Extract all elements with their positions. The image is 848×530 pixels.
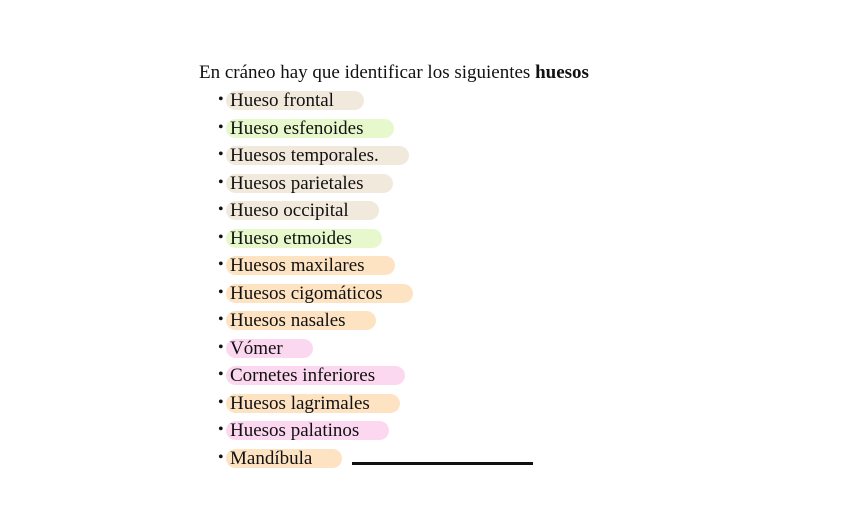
list-item bbox=[218, 114, 413, 142]
bullet-icon: • bbox=[218, 338, 224, 356]
bone-list bbox=[218, 86, 413, 471]
list-item bbox=[218, 169, 413, 197]
bone-label: Cornetes inferiores bbox=[226, 366, 405, 385]
list-item bbox=[218, 334, 413, 362]
list-item bbox=[218, 86, 413, 114]
bone-label: Mandíbula bbox=[226, 449, 342, 468]
bone-label: Hueso frontal bbox=[226, 91, 364, 110]
heading-bold-word: huesos bbox=[535, 62, 589, 83]
list-item bbox=[218, 279, 413, 307]
list-item bbox=[218, 251, 413, 279]
bone-label: Huesos temporales. bbox=[226, 146, 409, 165]
bone-label: Huesos lagrimales bbox=[226, 394, 400, 413]
bullet-icon: • bbox=[218, 283, 224, 301]
list-item bbox=[218, 444, 413, 472]
bullet-icon: • bbox=[218, 311, 224, 328]
bullet-icon: • bbox=[218, 393, 224, 411]
bone-label: Vómer bbox=[226, 339, 313, 358]
bone-label: Huesos cigomáticos bbox=[226, 284, 413, 303]
bone-label: Huesos nasales bbox=[226, 311, 376, 330]
list-item bbox=[218, 141, 413, 169]
heading-text: En cráneo hay que identificar los siguientes bbox=[199, 62, 536, 83]
list-item bbox=[218, 389, 413, 417]
bone-label: Huesos palatinos bbox=[226, 421, 389, 440]
bullet-icon: • bbox=[218, 173, 224, 191]
bullet-icon: • bbox=[218, 146, 224, 163]
slide-heading bbox=[199, 62, 589, 84]
bullet-icon: • bbox=[218, 91, 224, 108]
bone-label: Huesos maxilares bbox=[226, 256, 395, 275]
bullet-icon: • bbox=[218, 366, 224, 383]
bullet-icon: • bbox=[218, 118, 224, 136]
list-item bbox=[218, 196, 413, 224]
list-item bbox=[218, 361, 413, 389]
bone-label: Hueso etmoides bbox=[226, 229, 382, 248]
bullet-icon: • bbox=[218, 201, 224, 218]
list-item bbox=[218, 306, 413, 334]
bullet-icon: • bbox=[218, 421, 224, 438]
bone-label: Huesos parietales bbox=[226, 174, 393, 193]
list-item bbox=[218, 224, 413, 252]
blank-underline bbox=[352, 462, 533, 465]
bullet-icon: • bbox=[218, 448, 224, 466]
bone-label: Hueso esfenoides bbox=[226, 119, 394, 138]
list-item bbox=[218, 416, 413, 444]
bullet-icon: • bbox=[218, 256, 224, 273]
bone-label: Hueso occipital bbox=[226, 201, 379, 220]
bullet-icon: • bbox=[218, 228, 224, 246]
